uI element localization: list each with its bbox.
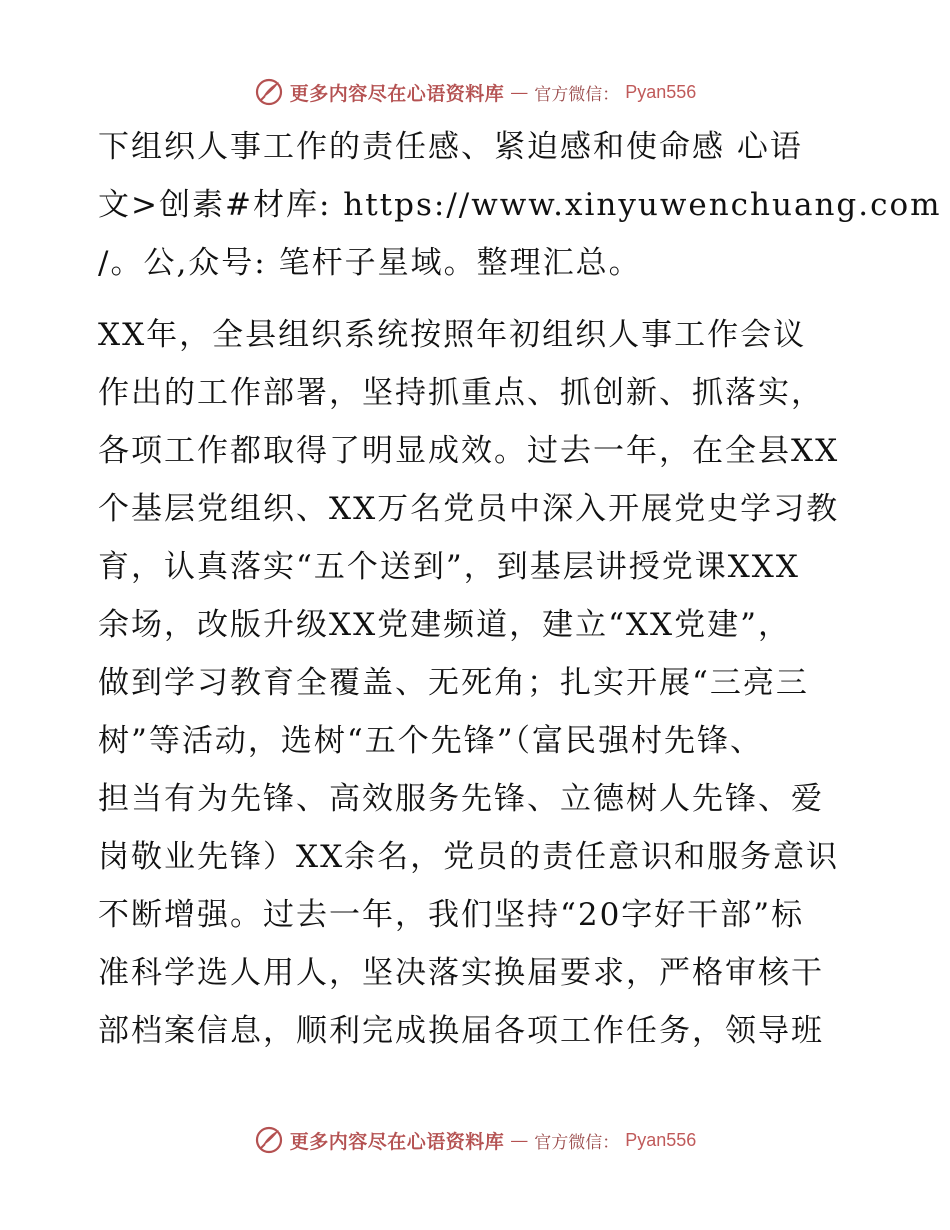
text-line: 不断增强。过去一年，我们坚持“20字好干部”标	[98, 897, 805, 933]
text-line: 做到学习教育全覆盖、无死角；扎实开展“三亮三	[98, 665, 809, 701]
text-line: 树”等活动，选树“五个先锋”（富民强村先锋、	[98, 723, 764, 759]
text-line: 准科学选人用人，坚决落实换届要求，严格审核干	[98, 955, 824, 991]
feather-pen-logo-icon	[254, 77, 284, 107]
banner-separator: —	[510, 1129, 529, 1151]
banner-handle: Pyan556	[625, 81, 697, 102]
footer-watermark-banner	[0, 1120, 950, 1160]
paragraph-2	[98, 306, 868, 1060]
paragraph-1	[98, 118, 942, 292]
banner-separator: —	[510, 81, 529, 103]
text-line: 作出的工作部署，坚持抓重点、抓创新、抓落实，	[98, 375, 824, 411]
text-line: XX年，全县组织系统按照年初组织人事工作会议	[98, 317, 807, 353]
banner-contact-label: 官方微信：	[534, 1132, 620, 1153]
banner-handle: Pyan556	[625, 1129, 697, 1150]
text-line: 育，认真落实“五个送到”，到基层讲授党课XXX	[98, 549, 800, 585]
banner-main-text: 更多内容尽在心语资料库	[289, 1130, 505, 1153]
text-line: 个基层党组织、XX万名党员中深入开展党史学习教	[98, 491, 840, 527]
header-watermark-banner	[0, 72, 950, 112]
text-line: 岗敬业先锋）XX余名，党员的责任意识和服务意识	[98, 839, 840, 875]
paragraph-gap	[98, 292, 868, 306]
feather-pen-logo-icon	[254, 1125, 284, 1155]
document-body	[98, 118, 942, 1060]
banner-contact-label: 官方微信：	[534, 84, 620, 105]
text-line: /。公,众号: 笔杆子星域。整理汇总。	[98, 245, 642, 281]
text-line: 部档案信息，顺利完成换届各项工作任务，领导班	[98, 1013, 824, 1049]
text-line: 各项工作都取得了明显成效。过去一年，在全县XX	[98, 433, 840, 469]
text-line: 余场，改版升级XX党建频道，建立“XX党建”，	[98, 607, 791, 643]
text-line: 文>创素#材库: https://www.xinyuwenchuang.com	[98, 187, 942, 223]
text-line: 担当有为先锋、高效服务先锋、立德树人先锋、爱	[98, 781, 824, 817]
banner-main-text: 更多内容尽在心语资料库	[289, 82, 505, 105]
text-line: 下组织人事工作的责任感、紧迫感和使命感 心语	[98, 129, 803, 165]
